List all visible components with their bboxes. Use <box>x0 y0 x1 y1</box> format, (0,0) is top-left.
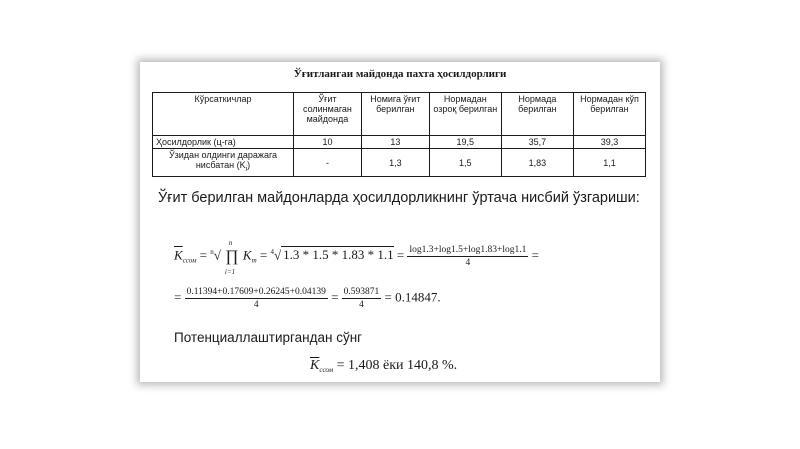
table-cell: 1,1 <box>573 149 645 177</box>
radical-body: 1.3 * 1.5 * 1.83 * 1.1 <box>283 247 394 263</box>
table-cell: 13 <box>361 136 429 149</box>
table-header: Номига ўғит берилган <box>361 93 429 136</box>
table-cell: - <box>294 149 362 177</box>
table-header-row <box>153 93 646 136</box>
table-cell: 35,7 <box>501 136 573 149</box>
yield-table <box>152 92 646 177</box>
paragraph-text: Ўғит берилган майдонларда ҳосилдорликнинг ўртача нисбий ўзгариши: <box>158 190 640 206</box>
row-label: Ўзидан олдинги даражага нисбатан $(K_i)$ <box>153 149 294 177</box>
table-header: Нормадан озроқ берилган <box>429 93 501 136</box>
fraction: $\frac{\log 1.3+\log 1.5+\log 1.83+\log 1.1}{4}$ <box>409 245 527 268</box>
table-cell: 19,5 <box>429 136 501 149</box>
fraction: $\frac{0.593871}{4}$ <box>343 287 380 310</box>
table-cell: 1,3 <box>361 149 429 177</box>
table-cell: 1,83 <box>501 149 573 177</box>
table-cell: 1,5 <box>429 149 501 177</box>
formula-line-2: = $\frac{0.11394+0.17609+0.26245+0.04139}{4}$ = $\frac{0.593871}{4}$ = 0.14847. <box>174 287 441 310</box>
table-header: Кўрсаткичлар <box>153 93 294 136</box>
fraction: $\frac{0.11394+0.17609+0.26245+0.04139}{4}$ <box>186 287 326 310</box>
row-label: Ҳосилдорлик (ц-га) <box>153 136 294 149</box>
table-cell: 39,3 <box>573 136 645 149</box>
page-title: Ўғитлангаи майдонда пахта ҳосилдорлиги <box>293 68 507 80</box>
table-row <box>153 149 646 177</box>
table-header: Нормада берилган <box>501 93 573 136</box>
table-row <box>153 136 646 149</box>
product-symbol: n ∏ i=1 <box>224 238 239 276</box>
formula-line-1: $\overline{K}_{ссом} = ^n√$ n ∏ i=1 $K_m = ^4√$ 1.3 * 1.5 * 1.83 * 1.1 = $\frac{\log 1.3+\log 1.5+\log 1.83+\log 1.1}{4}$ = <box>174 238 539 276</box>
post-text: Потенциаллаштиргандан сўнг <box>174 330 363 345</box>
final-result: $\overline{K}_{ссом} = 1,408$ ёки 140,8 %. <box>310 358 458 374</box>
document-page <box>140 62 660 382</box>
table-header: Ўғит солинмаган майдонда <box>294 93 362 136</box>
k-symbol: $\overline{K}$ <box>174 247 183 263</box>
table-cell: 10 <box>294 136 362 149</box>
table-header: Нормадан кўп берилган <box>573 93 645 136</box>
